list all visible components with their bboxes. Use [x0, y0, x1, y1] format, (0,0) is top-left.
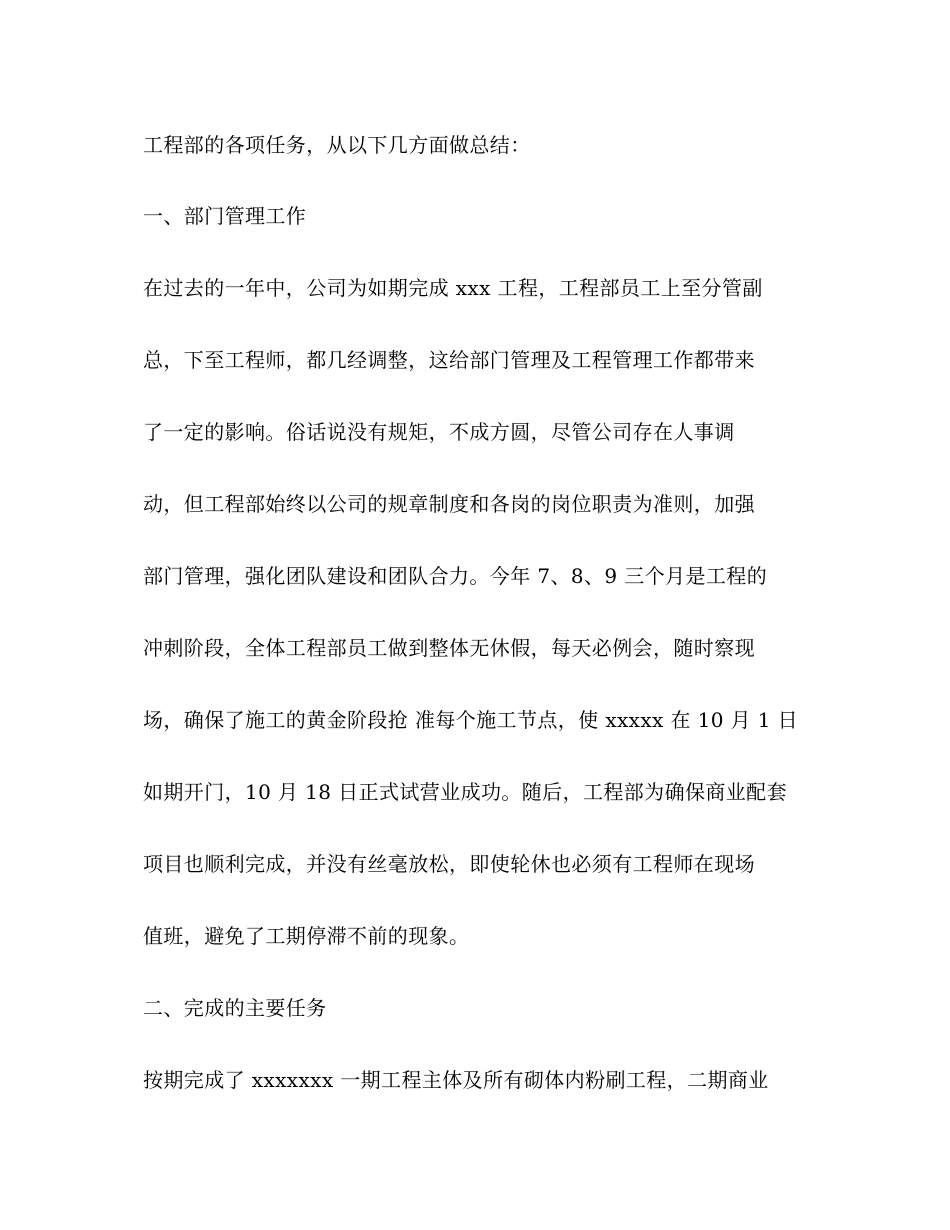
paragraph-line-3: 了一定的影响。俗话说没有规矩，不成方圆，尽管公司存在人事调 — [143, 420, 735, 444]
section-heading-1: 一、部门管理工作 — [143, 204, 307, 228]
paragraph-line-4: 动，但工程部始终以公司的规章制度和各岗的岗位职责为准则，加强 — [143, 492, 755, 516]
paragraph-line-8: 如期开门，10 月 18 日正式试营业成功。随后，工程部为确保商业配套 — [143, 780, 787, 804]
paragraph-line-10: 值班，避免了工期停滞不前的现象。 — [143, 924, 470, 948]
paragraph-line-5: 部门管理，强化团队建设和团队合力。今年 7、8、9 三个月是工程的 — [143, 564, 768, 588]
paragraph-line-11: 按期完成了 xxxxxxx 一期工程主体及所有砌体内粉刷工程，二期商业 — [143, 1068, 769, 1092]
intro-line: 工程部的各项任务，从以下几方面做总结： — [143, 133, 531, 157]
paragraph-line-6: 冲刺阶段，全体工程部员工做到整体无休假，每天必例会，随时察现 — [143, 636, 755, 660]
paragraph-line-1: 在过去的一年中，公司为如期完成 xxx 工程，工程部员工上至分管副 — [143, 276, 763, 300]
paragraph-line-9: 项目也顺利完成，并没有丝毫放松，即使轮休也必须有工程师在现场 — [143, 852, 755, 876]
section-heading-2: 二、完成的主要任务 — [143, 996, 327, 1020]
paragraph-line-2: 总，下至工程师，都几经调整，这给部门管理及工程管理工作都带来 — [143, 348, 755, 372]
paragraph-line-7: 场，确保了施工的黄金阶段抢 准每个施工节点，使 xxxxx 在 10 月 1 日 — [143, 708, 799, 732]
